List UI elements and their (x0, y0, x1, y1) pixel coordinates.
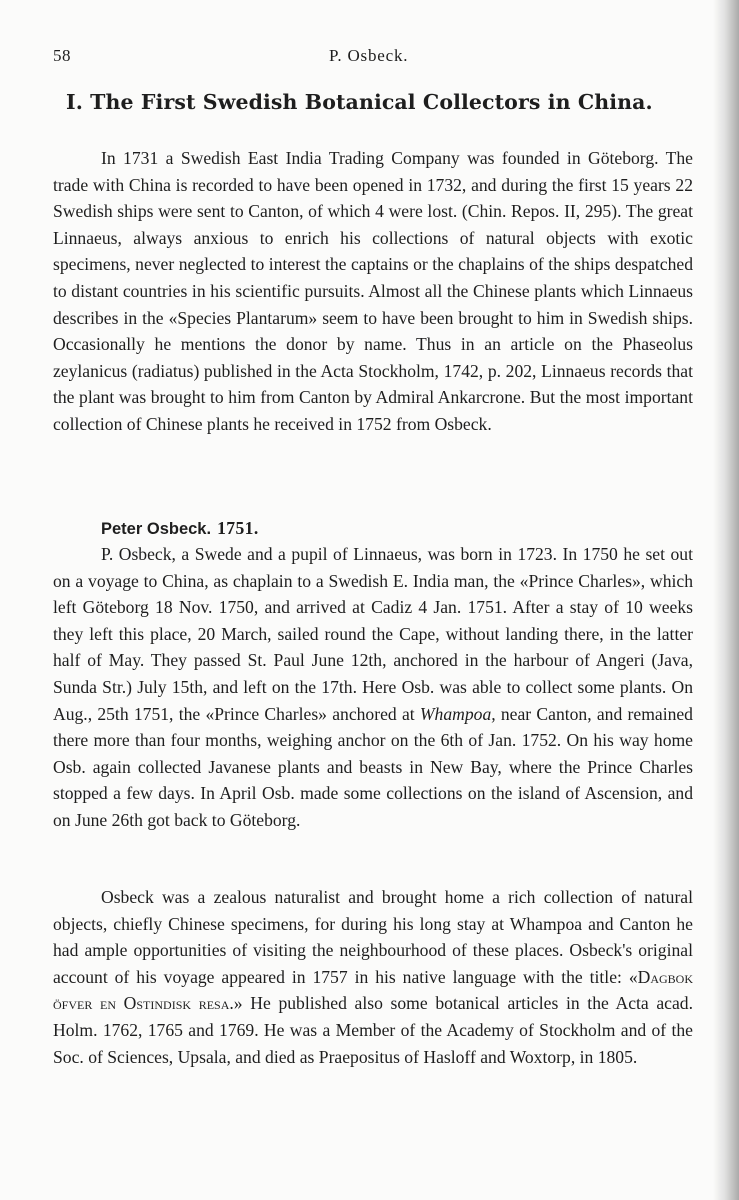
osbeck-paragraph-1-text-b: near Canton, and remained there more than four months, weighing anchor on the 6th of Jan. 1752. On his way home Osb. again collected Javanese plants and beasts in New Bay, where the Prince Charles stopped a few days. In April Osb. made some collections on the island of Ascension, and on June 26th got back to Göteborg. (53, 703, 693, 830)
chapter-title: I. The First Swedish Botanical Collectors in China. (66, 90, 653, 114)
section-name: Peter Osbeck. (101, 520, 212, 538)
running-head-author: P. Osbeck. (329, 46, 409, 65)
osbeck-paragraph-2-text-b: » He published also some botanical articles in the Acta acad. Holm. 1762, 1765 and 1769. He was a Member of the Academy of Stockholm and of the Soc. of Sciences, Upsala, and died as Praepositus of Hasloff and Woxtorp, in 1805. (53, 993, 693, 1067)
osbeck-paragraph-2 (53, 884, 693, 1070)
place-name-italic: Whampoa, (419, 703, 496, 724)
osbeck-paragraph-1 (53, 541, 693, 834)
section-year: 1751. (217, 518, 259, 538)
page-number: 58 (53, 46, 71, 65)
intro-paragraph: In 1731 a Swedish East India Trading Company was founded in Göteborg. The trade with China is recorded to have been opened in 1732, and during the first 15 years 22 Swedish ships were sent to Canton, of which 4 were lost. (Chin. Repos. II, 295). The great Linnaeus, always anxious to enrich his collections of natural objects with exotic specimens, never neglected to interest the captains or the chaplains of the ships despatched to distant countries in his scientific pursuits. Almost all the Chinese plants which Linnaeus describes in the «Species Plantarum» seem to have been brought to him in Swedish ships. Occasionally he mentions the donor by name. Thus in an article on the Phaseolus zeylanicus (radiatus) published in the Acta Stockholm, 1742, p. 202, Linnaeus records that the plant was brought to him from Canton by Admiral Ankarcrone. But the most important collection of Chinese plants he received in 1752 from Osbeck. (53, 148, 693, 434)
osbeck-paragraph-2-text-a: Osbeck was a zealous naturalist and brought home a rich collection of natural objects, chiefly Chinese specimens, for during his long stay at Whampoa and Canton he had ample opportunities of visiting the neighbourhood of these places. Osbeck's original account of his voyage appeared in 1757 in his native language with the title: « (53, 887, 693, 987)
osbeck-paragraph-1-text-a: P. Osbeck, a Swede and a pupil of Linnaeus, was born in 1723. In 1750 he set out on a voyage to China, as chaplain to a Swedish E. India man, the «Prince Charles», which left Göteborg 18 Nov. 1750, and arrived at Cadiz 4 Jan. 1751. After a stay of 10 weeks they left this place, 20 March, sailed round the Cape, without landing there, in the latter half of May. They passed St. Paul June 12th, anchored in the harbour of Angeri (Java, Sunda Str.) July 15th, and left on the 17th. Here Osb. was able to collect some plants. On Aug., 25th 1751, the «Prince Charles» anchored at (53, 544, 693, 724)
running-head (53, 46, 693, 70)
page-edge-shadow (713, 0, 739, 1200)
book-title: Dagbok öfver en Ostindisk resa. (53, 966, 693, 1014)
section-heading (101, 514, 259, 541)
